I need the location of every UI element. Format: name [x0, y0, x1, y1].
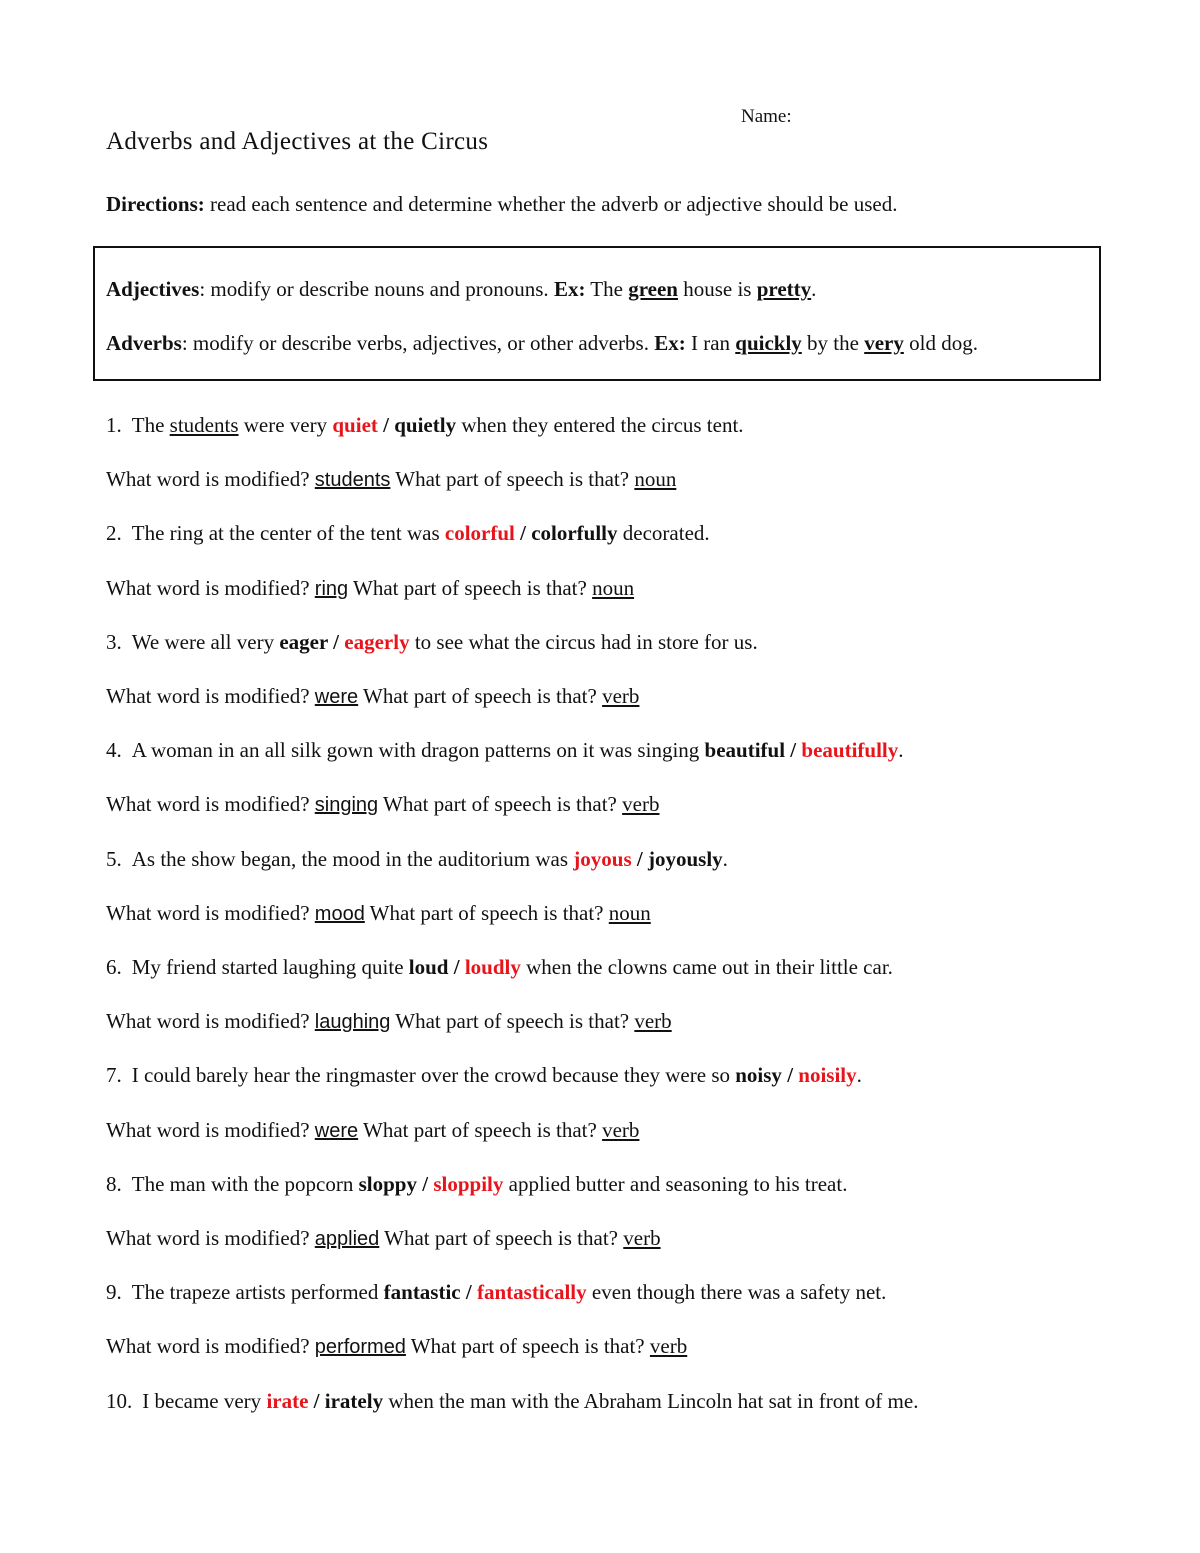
question-number: 3.	[106, 630, 122, 654]
question-text: A woman in an all silk gown with dragon patterns on it was singing	[131, 738, 705, 762]
option-separator: /	[448, 955, 465, 979]
question-text: .	[898, 738, 904, 762]
option-1: quiet	[332, 413, 378, 437]
question-text: I became very	[142, 1389, 267, 1413]
question-number: 1.	[106, 413, 122, 437]
part-of-speech-label: What part of speech is that?	[364, 901, 609, 925]
adjectives-ex-word: green	[628, 277, 678, 301]
directions-text: read each sentence and determine whether the adverb or adjective should be used.	[204, 192, 898, 216]
question-number: 4.	[106, 738, 122, 762]
question-4	[106, 738, 904, 763]
question-1	[106, 413, 744, 438]
part-of-speech-label: What part of speech is that?	[358, 1118, 603, 1142]
option-2: beautifully	[801, 738, 899, 762]
modified-question-label: What word is modified?	[106, 792, 315, 816]
question-number: 10.	[106, 1389, 133, 1413]
question-6	[106, 955, 893, 980]
option-1: colorful	[444, 521, 515, 545]
part-of-speech-answer: verb	[602, 684, 640, 708]
option-1: loud	[408, 955, 449, 979]
question-text: The	[131, 413, 170, 437]
option-2: eagerly	[344, 630, 410, 654]
adjectives-ex-text: .	[811, 277, 817, 301]
option-2: colorfully	[531, 521, 618, 545]
modified-question-label: What word is modified?	[106, 684, 315, 708]
option-2: loudly	[464, 955, 521, 979]
part-of-speech-label: What part of speech is that?	[390, 467, 635, 491]
answer-line-1	[106, 467, 676, 492]
question-3	[106, 630, 758, 655]
question-text: As the show began, the mood in the auditorium was	[131, 847, 574, 871]
question-number: 9.	[106, 1280, 122, 1304]
modified-word-answer: applied	[314, 1228, 380, 1250]
option-1: irate	[266, 1389, 309, 1413]
part-of-speech-answer: noun	[608, 901, 651, 925]
part-of-speech-answer: verb	[634, 1009, 672, 1033]
modified-word-answer: were	[314, 1120, 359, 1142]
modified-question-label: What word is modified?	[106, 467, 315, 491]
question-text: .	[722, 847, 728, 871]
modified-word-answer: were	[314, 686, 359, 708]
modified-word-answer: laughing	[314, 1011, 391, 1033]
adverbs-term: Adverbs	[106, 331, 182, 355]
option-1: joyous	[573, 847, 632, 871]
adjectives-ex-label: Ex:	[553, 277, 586, 301]
modified-word-answer: performed	[314, 1336, 406, 1358]
question-underlined-word: students	[169, 413, 239, 437]
adjectives-definition	[106, 277, 816, 302]
answer-line-5	[106, 901, 651, 926]
answer-line-6	[106, 1009, 672, 1034]
worksheet-title: Adverbs and Adjectives at the Circus	[106, 128, 489, 155]
option-separator: /	[785, 738, 802, 762]
name-label: Name:	[741, 106, 792, 127]
option-separator: /	[416, 1172, 434, 1196]
question-number: 7.	[106, 1063, 122, 1087]
modified-question-label: What word is modified?	[106, 1009, 315, 1033]
part-of-speech-answer: verb	[623, 1226, 661, 1250]
question-text: when they entered the circus tent.	[456, 413, 744, 437]
option-2: sloppily	[433, 1172, 504, 1196]
question-2	[106, 521, 710, 546]
question-text: The man with the popcorn	[131, 1172, 359, 1196]
adverbs-ex-word: very	[864, 331, 904, 355]
answer-line-3	[106, 684, 639, 709]
question-5	[106, 847, 728, 872]
option-separator: /	[377, 413, 395, 437]
answer-line-9	[106, 1334, 687, 1359]
answer-line-8	[106, 1226, 661, 1251]
question-text: I could barely hear the ringmaster over the crowd because they were so	[131, 1063, 736, 1087]
option-1: fantastic	[383, 1280, 461, 1304]
adverbs-text: : modify or describe verbs, adjectives, or other adverbs.	[181, 331, 655, 355]
part-of-speech-answer: verb	[622, 792, 660, 816]
adjectives-ex-text: The	[585, 277, 629, 301]
modified-question-label: What word is modified?	[106, 1226, 315, 1250]
part-of-speech-label: What part of speech is that?	[358, 684, 603, 708]
part-of-speech-answer: noun	[634, 467, 677, 491]
answer-line-2	[106, 576, 634, 601]
adverbs-definition	[106, 331, 978, 356]
adjectives-term: Adjectives	[106, 277, 200, 301]
option-separator: /	[460, 1280, 477, 1304]
modified-question-label: What word is modified?	[106, 1118, 315, 1142]
question-number: 6.	[106, 955, 122, 979]
option-1: noisy	[735, 1063, 782, 1087]
option-2: fantastically	[476, 1280, 587, 1304]
option-2: irately	[324, 1389, 384, 1413]
question-text: applied butter and seasoning to his treat.	[503, 1172, 848, 1196]
part-of-speech-label: What part of speech is that?	[378, 792, 623, 816]
adjectives-text: : modify or describe nouns and pronouns.	[199, 277, 554, 301]
option-1: sloppy	[358, 1172, 417, 1196]
option-separator: /	[308, 1389, 325, 1413]
adverbs-ex-text: old dog.	[903, 331, 978, 355]
question-text: when the clowns came out in their little car.	[520, 955, 893, 979]
answer-line-4	[106, 792, 659, 817]
part-of-speech-label: What part of speech is that?	[379, 1226, 624, 1250]
part-of-speech-answer: noun	[592, 576, 635, 600]
adjectives-ex-text: house is	[677, 277, 757, 301]
option-1: eager	[279, 630, 328, 654]
question-8	[106, 1172, 847, 1197]
adverbs-ex-word: quickly	[735, 331, 802, 355]
question-10	[106, 1389, 918, 1414]
question-text: even though there was a safety net.	[586, 1280, 887, 1304]
directions	[106, 192, 897, 217]
question-text: My friend started laughing quite	[131, 955, 409, 979]
option-2: quietly	[394, 413, 457, 437]
question-text: We were all very	[131, 630, 280, 654]
question-text: were very	[238, 413, 333, 437]
modified-word-answer: students	[314, 469, 391, 491]
option-separator: /	[631, 847, 648, 871]
directions-label: Directions:	[106, 192, 205, 216]
modified-question-label: What word is modified?	[106, 576, 315, 600]
adjectives-ex-word: pretty	[756, 277, 812, 301]
part-of-speech-label: What part of speech is that?	[405, 1334, 650, 1358]
question-number: 8.	[106, 1172, 122, 1196]
modified-question-label: What word is modified?	[106, 901, 315, 925]
adverbs-ex-text: I ran	[685, 331, 736, 355]
question-text: to see what the circus had in store for us.	[409, 630, 758, 654]
question-text: decorated.	[617, 521, 710, 545]
question-number: 2.	[106, 521, 122, 545]
question-text: when the man with the Abraham Lincoln hat sat in front of me.	[383, 1389, 919, 1413]
modified-word-answer: singing	[314, 794, 379, 816]
option-separator: /	[514, 521, 532, 545]
option-2: joyously	[647, 847, 723, 871]
definitions-box	[93, 246, 1101, 381]
option-separator: /	[327, 630, 345, 654]
question-text: The ring at the center of the tent was	[131, 521, 445, 545]
option-separator: /	[781, 1063, 799, 1087]
modified-word-answer: mood	[314, 903, 365, 925]
question-number: 5.	[106, 847, 122, 871]
adverbs-ex-text: by the	[801, 331, 865, 355]
question-text: The trapeze artists performed	[131, 1280, 384, 1304]
question-text: .	[856, 1063, 862, 1087]
part-of-speech-answer: verb	[649, 1334, 688, 1358]
part-of-speech-label: What part of speech is that?	[348, 576, 593, 600]
modified-word-answer: ring	[314, 578, 349, 600]
part-of-speech-label: What part of speech is that?	[390, 1009, 635, 1033]
answer-line-7	[106, 1118, 639, 1143]
question-7	[106, 1063, 862, 1088]
adverbs-ex-label: Ex:	[654, 331, 686, 355]
modified-question-label: What word is modified?	[106, 1334, 315, 1358]
question-9	[106, 1280, 886, 1305]
option-1: beautiful	[704, 738, 786, 762]
option-2: noisily	[798, 1063, 857, 1087]
part-of-speech-answer: verb	[602, 1118, 640, 1142]
